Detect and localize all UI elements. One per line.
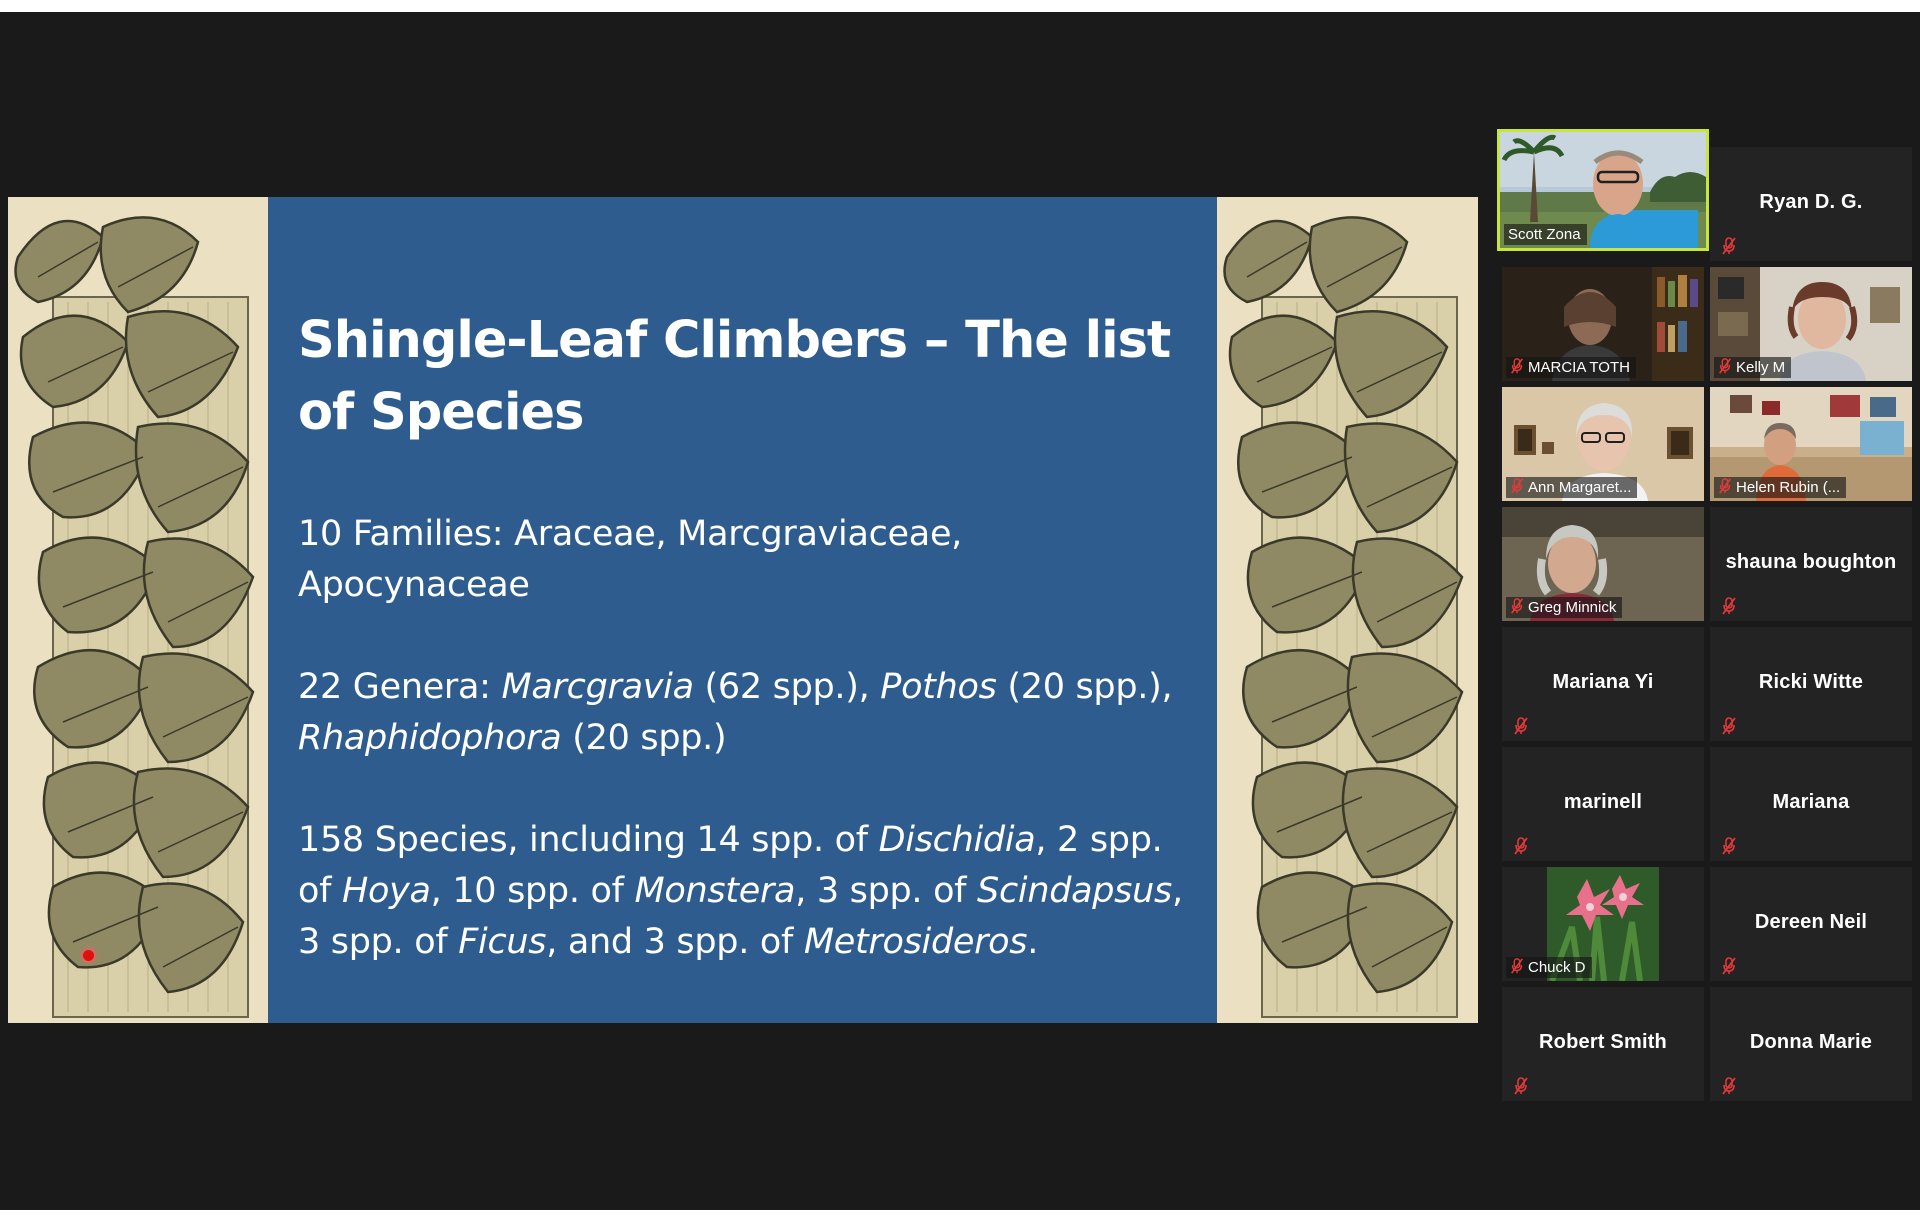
participant-name-tag: MARCIA TOTH bbox=[1506, 357, 1636, 378]
muted-mic-icon bbox=[1722, 237, 1736, 255]
participant-name: Donna Marie bbox=[1749, 1031, 1873, 1053]
participant-name: Ricki Witte bbox=[1758, 671, 1864, 693]
participant-name-tag: Ann Margaret... bbox=[1506, 477, 1637, 498]
shared-screen[interactable] bbox=[8, 197, 1478, 1023]
muted-mic-icon bbox=[1514, 717, 1528, 735]
families-text: 10 Families: Araceae, Marcgraviaceae, Apocynaceae bbox=[298, 514, 963, 605]
participant-name-tag: Scott Zona bbox=[1504, 224, 1587, 245]
muted-mic-icon bbox=[1722, 837, 1736, 855]
species-text: 158 Species, including 14 spp. of Dischidia, 2 spp. of Hoya, 10 spp. of Monstera, 3 spp. of Scindapsus, 3 spp. of Ficus, and 3 spp. of Metrosideros. bbox=[298, 820, 1183, 962]
participant-name-tag: Chuck D bbox=[1506, 957, 1592, 978]
participant-name: Mariana Yi bbox=[1552, 671, 1654, 693]
participant-tile-greg-minnick[interactable] bbox=[1502, 507, 1704, 621]
muted-mic-icon bbox=[1514, 1077, 1528, 1095]
participant-tile-kelly-m[interactable] bbox=[1710, 267, 1912, 381]
participant-tile-ann-margaret[interactable] bbox=[1502, 387, 1704, 501]
muted-mic-icon bbox=[1510, 478, 1524, 494]
participant-name: Ryan D. G. bbox=[1759, 191, 1863, 213]
participant-name-tag: Greg Minnick bbox=[1506, 597, 1622, 618]
leaf-illustration-left bbox=[8, 197, 268, 1023]
slide-content bbox=[268, 197, 1217, 1023]
muted-mic-icon bbox=[1510, 958, 1524, 974]
participant-tile-ryan-d-g[interactable] bbox=[1710, 147, 1912, 261]
participant-tile-chuck-d[interactable] bbox=[1502, 867, 1704, 981]
muted-mic-icon bbox=[1510, 358, 1524, 374]
participant-name: shauna boughton bbox=[1725, 551, 1897, 573]
participant-tile-donna-marie[interactable] bbox=[1710, 987, 1912, 1101]
participant-name: Dereen Neil bbox=[1754, 911, 1868, 933]
participant-name: Mariana bbox=[1772, 791, 1850, 813]
muted-mic-icon bbox=[1510, 598, 1524, 614]
participant-name: Robert Smith bbox=[1539, 1031, 1667, 1053]
participant-tile-scott-zona[interactable] bbox=[1500, 132, 1706, 248]
participant-name-tag: Kelly M bbox=[1714, 357, 1791, 378]
participant-tile-dereen-neil[interactable] bbox=[1710, 867, 1912, 981]
muted-mic-icon bbox=[1722, 957, 1736, 975]
muted-mic-icon bbox=[1718, 478, 1732, 494]
participant-tile-robert-smith[interactable] bbox=[1502, 987, 1704, 1101]
participant-tile-mariana[interactable] bbox=[1710, 747, 1912, 861]
laser-pointer-icon bbox=[83, 950, 94, 961]
muted-mic-icon bbox=[1514, 837, 1528, 855]
meeting-window bbox=[0, 12, 1920, 1210]
participant-tile-marinell[interactable] bbox=[1502, 747, 1704, 861]
muted-mic-icon bbox=[1722, 1077, 1736, 1095]
participant-tile-shauna-boughton[interactable] bbox=[1710, 507, 1912, 621]
leaf-illustration-right bbox=[1217, 197, 1477, 1023]
participant-tile-marcia-toth[interactable] bbox=[1502, 267, 1704, 381]
participant-tile-ricki-witte[interactable] bbox=[1710, 627, 1912, 741]
genera-text: 22 Genera: Marcgravia (62 spp.), Pothos (20 spp.), Rhaphidophora (20 spp.) bbox=[298, 667, 1173, 758]
participant-tile-helen-rubin[interactable] bbox=[1710, 387, 1912, 501]
participant-tile-mariana-yi[interactable] bbox=[1502, 627, 1704, 741]
muted-mic-icon bbox=[1722, 717, 1736, 735]
muted-mic-icon bbox=[1722, 597, 1736, 615]
participant-name-tag: Helen Rubin (... bbox=[1714, 477, 1846, 498]
muted-mic-icon bbox=[1718, 358, 1732, 374]
slide-title: Shingle-Leaf Climbers – The list of Species bbox=[298, 311, 1171, 442]
participant-name: marinell bbox=[1563, 791, 1643, 813]
